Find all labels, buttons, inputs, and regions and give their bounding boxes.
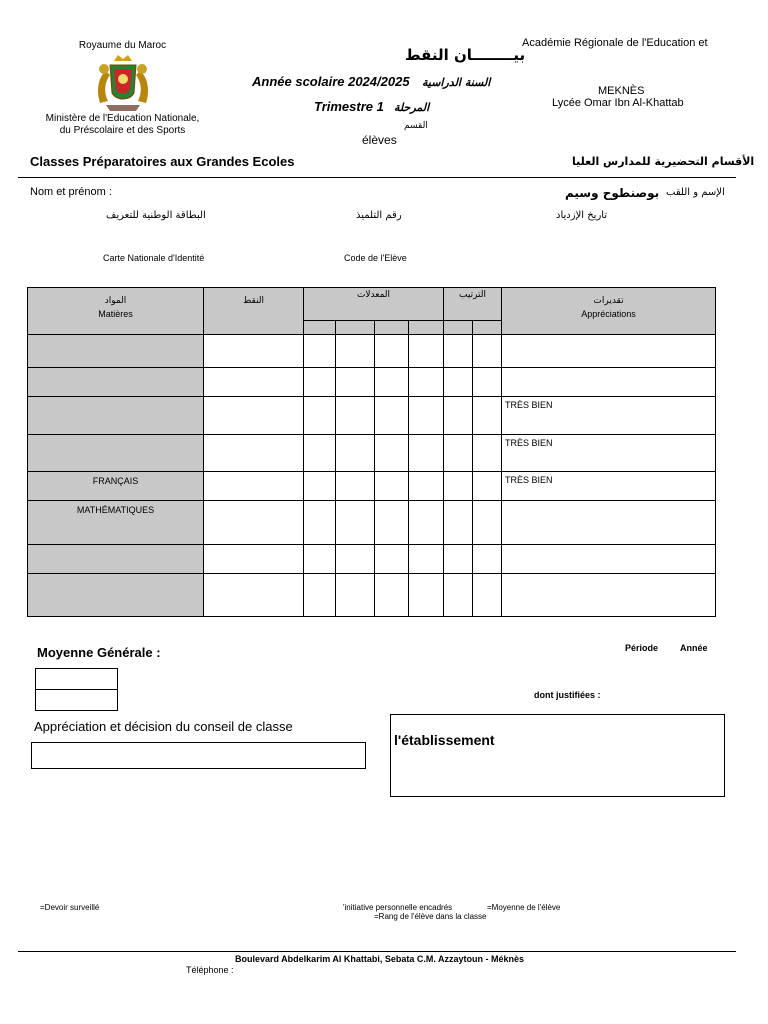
general-average-box xyxy=(35,668,118,690)
grade-cell xyxy=(204,435,304,472)
table-row xyxy=(28,368,716,397)
appreciation-cell xyxy=(502,574,716,617)
cpge-title-ar: الأقسام التحضيرية للمدارس العليا xyxy=(572,155,755,168)
subject-cell: FRANÇAIS xyxy=(28,472,204,501)
ministry-line-2: du Préscolaire et des Sports xyxy=(59,125,186,136)
ministry-block xyxy=(30,40,215,137)
sub-header-cell xyxy=(473,321,502,335)
subject-cell xyxy=(28,574,204,617)
cin-label-ar: البطاقة الوطنية للتعريف xyxy=(106,210,206,221)
legend-initiative: 'initiative personnelle encadrés xyxy=(343,903,453,912)
footer-divider xyxy=(18,951,736,952)
appreciation-cell xyxy=(502,501,716,545)
general-average-box xyxy=(35,689,118,711)
period-label: Période xyxy=(625,643,659,653)
sub-header-cell xyxy=(409,321,444,335)
sub-header-cell xyxy=(304,321,336,335)
general-average-label: Moyenne Générale : xyxy=(37,645,161,660)
appreciation-cell xyxy=(502,335,716,368)
col-averages-header xyxy=(304,288,444,321)
school-year-ar: السنة الدراسية xyxy=(422,76,491,89)
col-rank-ar: الترتيب xyxy=(459,290,486,300)
appreciation-cell xyxy=(502,368,716,397)
table-row xyxy=(28,472,716,501)
establishment-box xyxy=(390,714,725,797)
appreciation-cell xyxy=(502,545,716,574)
council-decision-label: Appréciation et décision du conseil de classe xyxy=(34,719,293,734)
lycee-label: Lycée Omar Ibn Al-Khattab xyxy=(552,97,684,109)
header-divider xyxy=(18,177,736,178)
student-name: بوصنطوح وسيم xyxy=(565,186,660,200)
ministry-line-1: Ministère de l'Education Nationale, xyxy=(45,113,200,124)
council-decision-box xyxy=(31,742,366,769)
subject-cell xyxy=(28,435,204,472)
footer-phone: Téléphone : xyxy=(186,965,234,975)
subject-cell xyxy=(28,545,204,574)
col-subjects-fr: Matières xyxy=(98,309,133,319)
col-averages-ar: المعدلات xyxy=(356,290,391,300)
col-rank-header xyxy=(444,288,502,321)
col-grades-ar: النقط xyxy=(242,296,265,306)
table-row xyxy=(28,435,716,472)
table-row xyxy=(28,574,716,617)
appreciation-cell: TRÈS BIEN xyxy=(502,435,716,472)
subject-cell xyxy=(28,368,204,397)
appreciation-cell: TRÈS BIEN xyxy=(502,472,716,501)
name-label: Nom et prénom : xyxy=(30,186,112,198)
name-label-ar: الإسم و اللقب xyxy=(666,187,725,198)
col-subjects-ar: المواد xyxy=(104,296,127,306)
appreciation-cell: TRÈS BIEN xyxy=(502,397,716,435)
sub-header-cell xyxy=(375,321,409,335)
col-grades-header xyxy=(204,288,304,335)
sub-header-cell xyxy=(336,321,375,335)
legend-rank: =Rang de l'élève dans la classe xyxy=(374,912,487,921)
sub-header-cell xyxy=(444,321,473,335)
col-subjects-header xyxy=(28,288,204,335)
col-appreciations-header xyxy=(502,288,716,335)
table-row xyxy=(28,335,716,368)
cpge-title-fr: Classes Préparatoires aux Grandes Ecoles xyxy=(30,154,295,169)
trimester: Trimestre 1 xyxy=(314,99,384,114)
student-code-label-fr: Code de l'Elève xyxy=(344,253,407,263)
academy-label: Académie Régionale de l'Education et xyxy=(522,37,708,49)
grade-cell xyxy=(204,397,304,435)
establishment-label: l'établissement xyxy=(394,732,495,748)
subject-cell: MATHÉMATIQUES xyxy=(28,501,204,545)
school-year: Année scolaire 2024/2025 xyxy=(252,74,410,89)
grade-cell xyxy=(204,335,304,368)
class-label-ar: القسم xyxy=(404,121,428,131)
legend-ds: =Devoir surveillé xyxy=(40,903,100,912)
grade-cell xyxy=(204,501,304,545)
grade-cell xyxy=(204,574,304,617)
grade-cell xyxy=(204,472,304,501)
birth-date-label-ar: تاريخ الإزدياد xyxy=(556,210,608,221)
grades-table xyxy=(27,287,716,617)
subject-cell xyxy=(28,397,204,435)
kingdom-label: Royaume du Maroc xyxy=(78,40,167,51)
col-appreciations-ar: تقديرات xyxy=(593,296,624,306)
table-row xyxy=(28,501,716,545)
table-row xyxy=(28,545,716,574)
legend-student-average: =Moyenne de l'élève xyxy=(487,903,561,912)
coat-of-arms-icon xyxy=(30,53,215,113)
year-label: Année xyxy=(680,643,708,653)
footer-address: Boulevard Abdelkarim Al Khattabi, Sebata C.M. Azzaytoun - Méknès xyxy=(235,954,525,964)
students-label: élèves xyxy=(362,133,397,147)
bulletin-title: بيــــــــان النقط xyxy=(405,46,526,64)
cin-label-fr: Carte Nationale d'Identité xyxy=(103,253,205,263)
student-code-label-ar: رقم التلميذ xyxy=(356,210,402,221)
city-label: MEKNÈS xyxy=(598,85,645,97)
grade-cell xyxy=(204,545,304,574)
col-appreciations-fr: Appréciations xyxy=(581,309,636,319)
subject-cell xyxy=(28,335,204,368)
grade-cell xyxy=(204,368,304,397)
trimester-ar: المرحلة xyxy=(394,101,430,114)
table-row xyxy=(28,397,716,435)
justified-absences-label: dont justifiées : xyxy=(534,690,601,700)
